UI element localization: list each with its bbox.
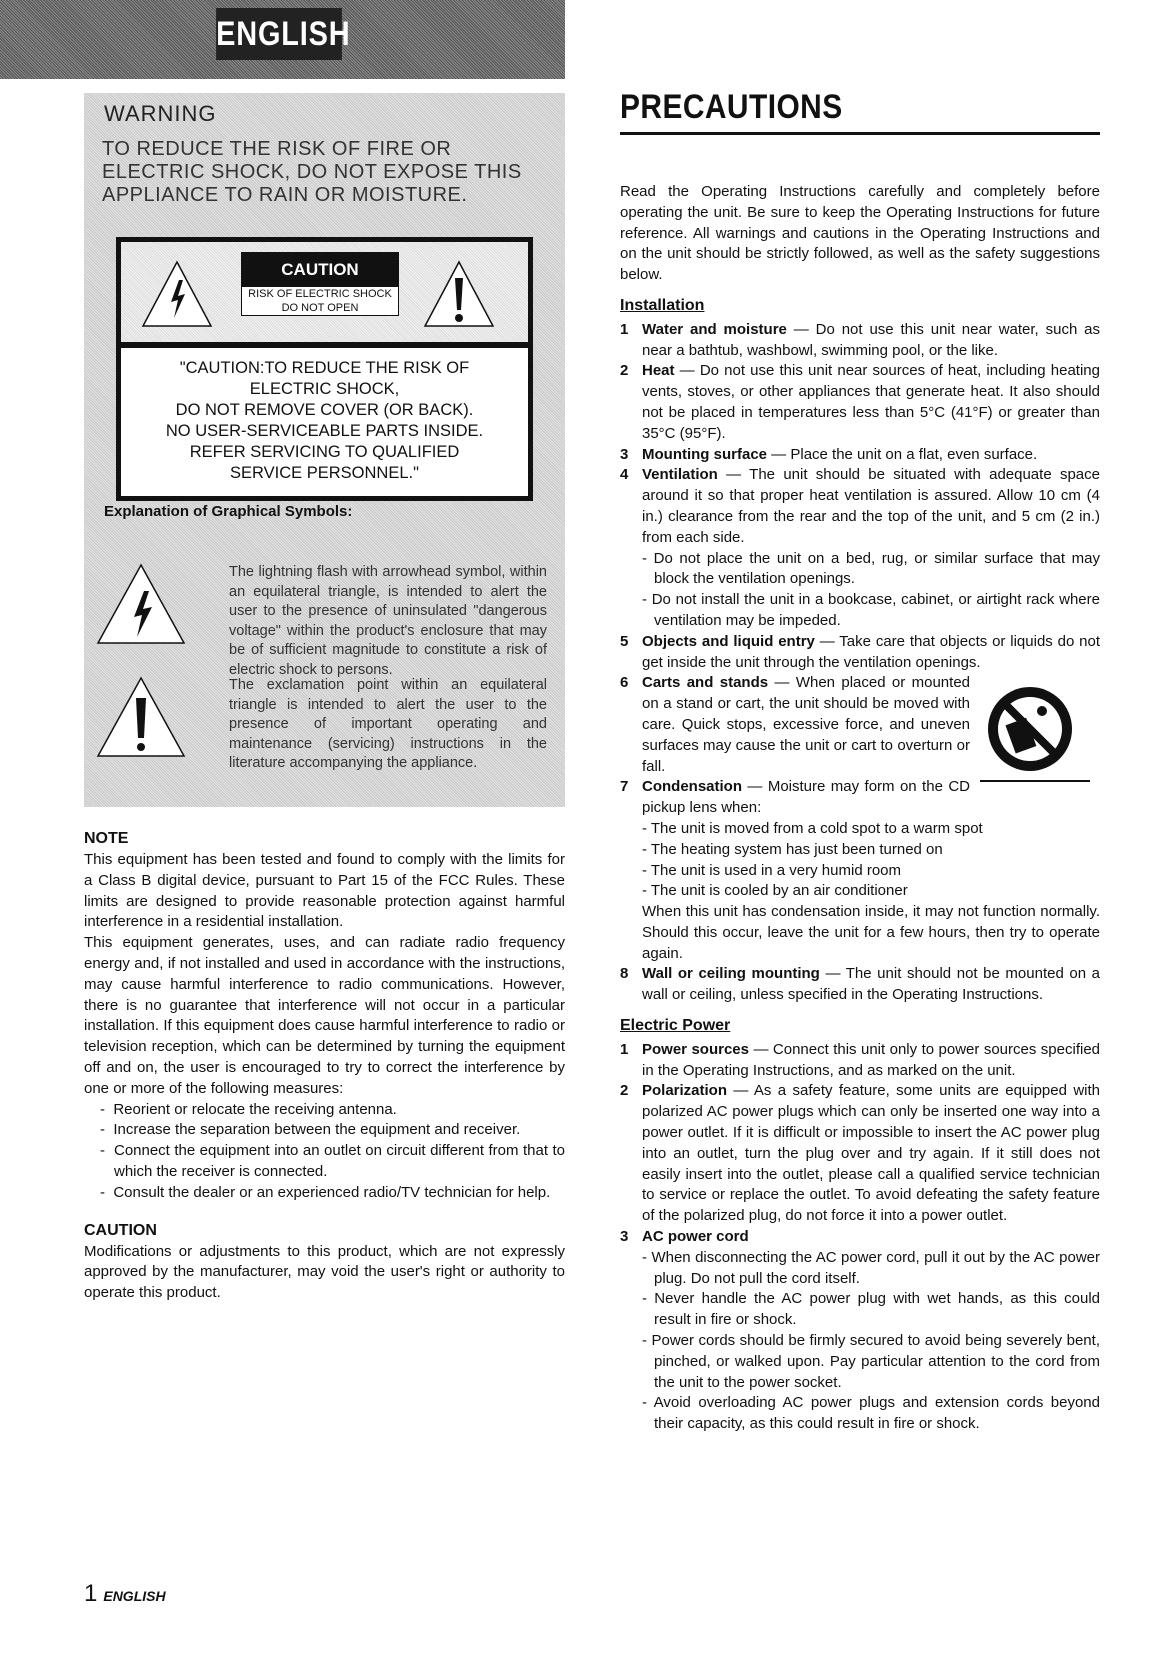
precaution-item xyxy=(620,361,1100,444)
item-subpoint: - When disconnecting the AC power cord, pull it out by the AC power plug. Do not pull the cord itself. xyxy=(642,1248,1100,1287)
item-subpoint: - Do not place the unit on a bed, rug, or similar surface that may block the ventilation openings. xyxy=(642,549,1100,588)
exclamation-triangle-icon xyxy=(96,676,186,758)
item-heading: Ventilation xyxy=(642,466,718,484)
caution-label xyxy=(241,252,399,316)
warning-box xyxy=(84,93,565,807)
caution-line: REFER SERVICING TO QUALIFIED xyxy=(189,443,460,461)
item-text: — When placed or mounted on a stand or cart, the unit should be moved with care. Quick stops, excessive force, and uneven surfaces may cause the unit or cart to overturn or fall. xyxy=(642,674,970,775)
item-heading: Polarization xyxy=(642,1082,728,1100)
item-heading: Water and moisture xyxy=(642,320,787,338)
lightning-triangle-icon xyxy=(96,563,186,645)
note-section xyxy=(84,828,565,1304)
item-text: — As a safety feature, some units are equipped with polarized AC power plugs which can only be inserted one way into a power outlet. If it is difficult or impossible to insert the AC power plug into an outlet, turn the plug over and try again. If it still does not easily insert into the outlet, please call a qualified service technician to service or replace the outlet. To avoid defeating the safety feature of the polarized plug, do not force it into a power outlet. xyxy=(642,1082,1100,1225)
item-subpoint: - The unit is used in a very humid room xyxy=(642,861,902,879)
item-heading: Mounting surface xyxy=(642,445,768,463)
item-followup: When this unit has condensation inside, it may not function normally. Should this occur, leave the unit for a few hours, then try to operate again. xyxy=(642,903,1100,962)
item-subpoint: - Avoid overloading AC power plugs and extension cords beyond their capacity, as this could result in fire or shock. xyxy=(642,1394,1100,1433)
caution-label-title: CAUTION xyxy=(242,253,398,287)
exclamation-triangle-icon xyxy=(423,260,495,328)
page-title: PRECAUTIONS xyxy=(620,88,843,126)
item-number: 1 xyxy=(620,1040,629,1058)
precaution-item xyxy=(620,1227,1100,1435)
note-paragraph: This equipment generates, uses, and can radiate radio frequency energy and, if not installed and used in accordance with the instructions, may cause harmful interference to radio communications. However, there is no guarantee that interference will not occur in a particular installation. If this equipment does cause harmful interference to radio or television reception, which can be determined by turning the equipment off and on, the user is encouraged to try to correct the interference by one or more of the following measures: xyxy=(84,934,565,1097)
page-number: 1 xyxy=(84,1580,98,1607)
precaution-item xyxy=(620,1081,1100,1227)
item-subpoint: - Do not install the unit in a bookcase, cabinet, or airtight rack where ventilation may be impeded. xyxy=(642,591,1100,629)
item-heading: Objects and liquid entry xyxy=(642,632,815,650)
item-number: 7 xyxy=(620,778,629,796)
electric-power-heading: Electric Power xyxy=(620,1017,731,1035)
lightning-triangle-icon xyxy=(141,260,213,328)
footer-label: ENGLISH xyxy=(103,1588,166,1604)
precaution-item xyxy=(620,777,1100,964)
title-rule xyxy=(620,132,1100,135)
item-heading: AC power cord xyxy=(642,1228,749,1246)
caution-text xyxy=(121,348,528,484)
item-subpoint: - The unit is moved from a cold spot to a warm spot xyxy=(642,819,983,837)
precaution-item xyxy=(620,673,1100,777)
language-header xyxy=(0,0,565,79)
caution-label-sub2: DO NOT OPEN xyxy=(281,302,359,314)
precaution-item xyxy=(620,445,1100,466)
item-text: — Place the unit on a flat, even surface. xyxy=(767,445,1038,463)
caution-line: NO USER-SERVICEABLE PARTS INSIDE. xyxy=(165,422,484,440)
measure-item: - Reorient or relocate the receiving antenna. xyxy=(100,1100,397,1118)
caution-label-box xyxy=(116,237,533,501)
item-text: — Do not use this unit near sources of heat, including heating vents, stoves, or other appliances that generate heat. It also should not be placed in temperatures less than 5°C (41°F) or greater than 35°C (95°F). xyxy=(642,362,1100,442)
measure-item: - Consult the dealer or an experienced radio/TV technician for help. xyxy=(100,1183,551,1201)
precaution-item xyxy=(620,964,1100,1006)
measure-item: - Increase the separation between the equipment and receiver. xyxy=(100,1121,521,1139)
caution-title: CAUTION xyxy=(84,1221,157,1239)
caution-line: ELECTRIC SHOCK, xyxy=(249,380,400,398)
item-number: 8 xyxy=(620,965,629,983)
warning-text: TO REDUCE THE RISK OF FIRE OR ELECTRIC SHOCK, DO NOT EXPOSE THIS APPLIANCE TO RAIN OR MOISTURE. xyxy=(102,138,522,206)
item-text: — Do not use this unit near water, such as near a bathtub, washbowl, swimming pool, or the like. xyxy=(642,320,1101,359)
explanation-title: Explanation of Graphical Symbols: xyxy=(104,503,353,520)
caution-line: "CAUTION:TO REDUCE THE RISK OF xyxy=(179,359,470,377)
precaution-item xyxy=(620,632,1100,674)
item-heading: Heat xyxy=(642,362,675,380)
item-number: 3 xyxy=(620,445,629,463)
precaution-item xyxy=(620,465,1100,631)
exclamation-explanation: The exclamation point within an equilateral triangle is intended to alert the user to the presence of important operating and maintenance (servicing) instructions in the literature accompanying the appliance. xyxy=(229,677,547,771)
item-subpoint: - Never handle the AC power plug with wet hands, as this could result in fire or shock. xyxy=(642,1290,1100,1329)
cart-warning-icon xyxy=(980,681,1090,791)
item-text: — The unit should be situated with adequate space around it so that proper heat ventilation is assured. Allow 10 cm (4 in.) clearance from the rear and the top of the unit, and 5 cm (2 in.) from each side. xyxy=(642,466,1100,546)
item-number: 3 xyxy=(620,1228,629,1246)
note-title: NOTE xyxy=(84,830,129,847)
item-text: — Connect this unit only to power sources specified in the Operating Instructions, and as marked on the unit. xyxy=(642,1040,1100,1079)
note-paragraph: This equipment has been tested and found to comply with the limits for a Class B digital device, pursuant to Part 15 of the FCC Rules. These limits are designed to provide reasonable protection against harmful interference in a residential installation. xyxy=(84,851,565,931)
intro-paragraph: Read the Operating Instructions carefully and completely before operating the unit. Be sure to keep the Operating Instructions for future reference. All warnings and cautions in the Operating Instructions and on the unit should be strictly followed, as well as the safety suggestions below. xyxy=(620,183,1100,284)
item-number: 1 xyxy=(620,320,629,338)
precautions-section xyxy=(620,182,1100,1435)
item-subpoint: - The unit is cooled by an air conditioner xyxy=(642,882,908,900)
item-number: 5 xyxy=(620,632,629,650)
item-subpoint: - Power cords should be firmly secured to avoid being severely bent, pinched, or walked upon. Pay particular attention to the cord from the unit to the power socket. xyxy=(642,1332,1100,1391)
caution-paragraph: Modifications or adjustments to this product, which are not expressly approved by the manufacturer, may void the user's right or authority to operate this product. xyxy=(84,1242,565,1302)
precaution-item xyxy=(620,320,1100,362)
item-number: 2 xyxy=(620,1082,629,1100)
caution-label-sub1: RISK OF ELECTRIC SHOCK xyxy=(248,288,392,300)
page-footer xyxy=(84,1580,166,1608)
measure-item: - Connect the equipment into an outlet on circuit different from that to which the receiver is connected. xyxy=(100,1142,565,1180)
item-heading: Power sources xyxy=(642,1040,749,1058)
item-text: — Take care that objects or liquids do not get inside the unit through the ventilation openings. xyxy=(642,632,1101,671)
caution-line: SERVICE PERSONNEL." xyxy=(230,464,419,482)
caution-line: DO NOT REMOVE COVER (OR BACK). xyxy=(175,401,474,419)
item-heading: Condensation xyxy=(642,778,742,796)
language-label: ENGLISH xyxy=(216,8,342,60)
item-number: 6 xyxy=(620,674,629,692)
installation-heading: Installation xyxy=(620,296,705,314)
item-heading: Carts and stands xyxy=(642,674,769,692)
item-text: — The unit should not be mounted on a wall or ceiling, unless specified in the Operating Instructions. xyxy=(642,965,1100,1004)
item-subpoint: - The heating system has just been turned on xyxy=(642,840,943,858)
item-text: — Moisture may form on the CD pickup lens when: xyxy=(642,778,970,817)
precaution-item xyxy=(620,1040,1100,1082)
warning-title: WARNING xyxy=(104,101,217,126)
item-number: 4 xyxy=(620,466,629,484)
item-heading: Wall or ceiling mounting xyxy=(642,965,820,983)
item-number: 2 xyxy=(620,362,629,380)
lightning-explanation: The lightning flash with arrowhead symbol, within an equilateral triangle, is intended to alert the user to the presence of uninsulated "dangerous voltage" within the product's enclosure that may be of sufficient magnitude to constitute a risk of electric shock to persons. xyxy=(229,564,547,678)
